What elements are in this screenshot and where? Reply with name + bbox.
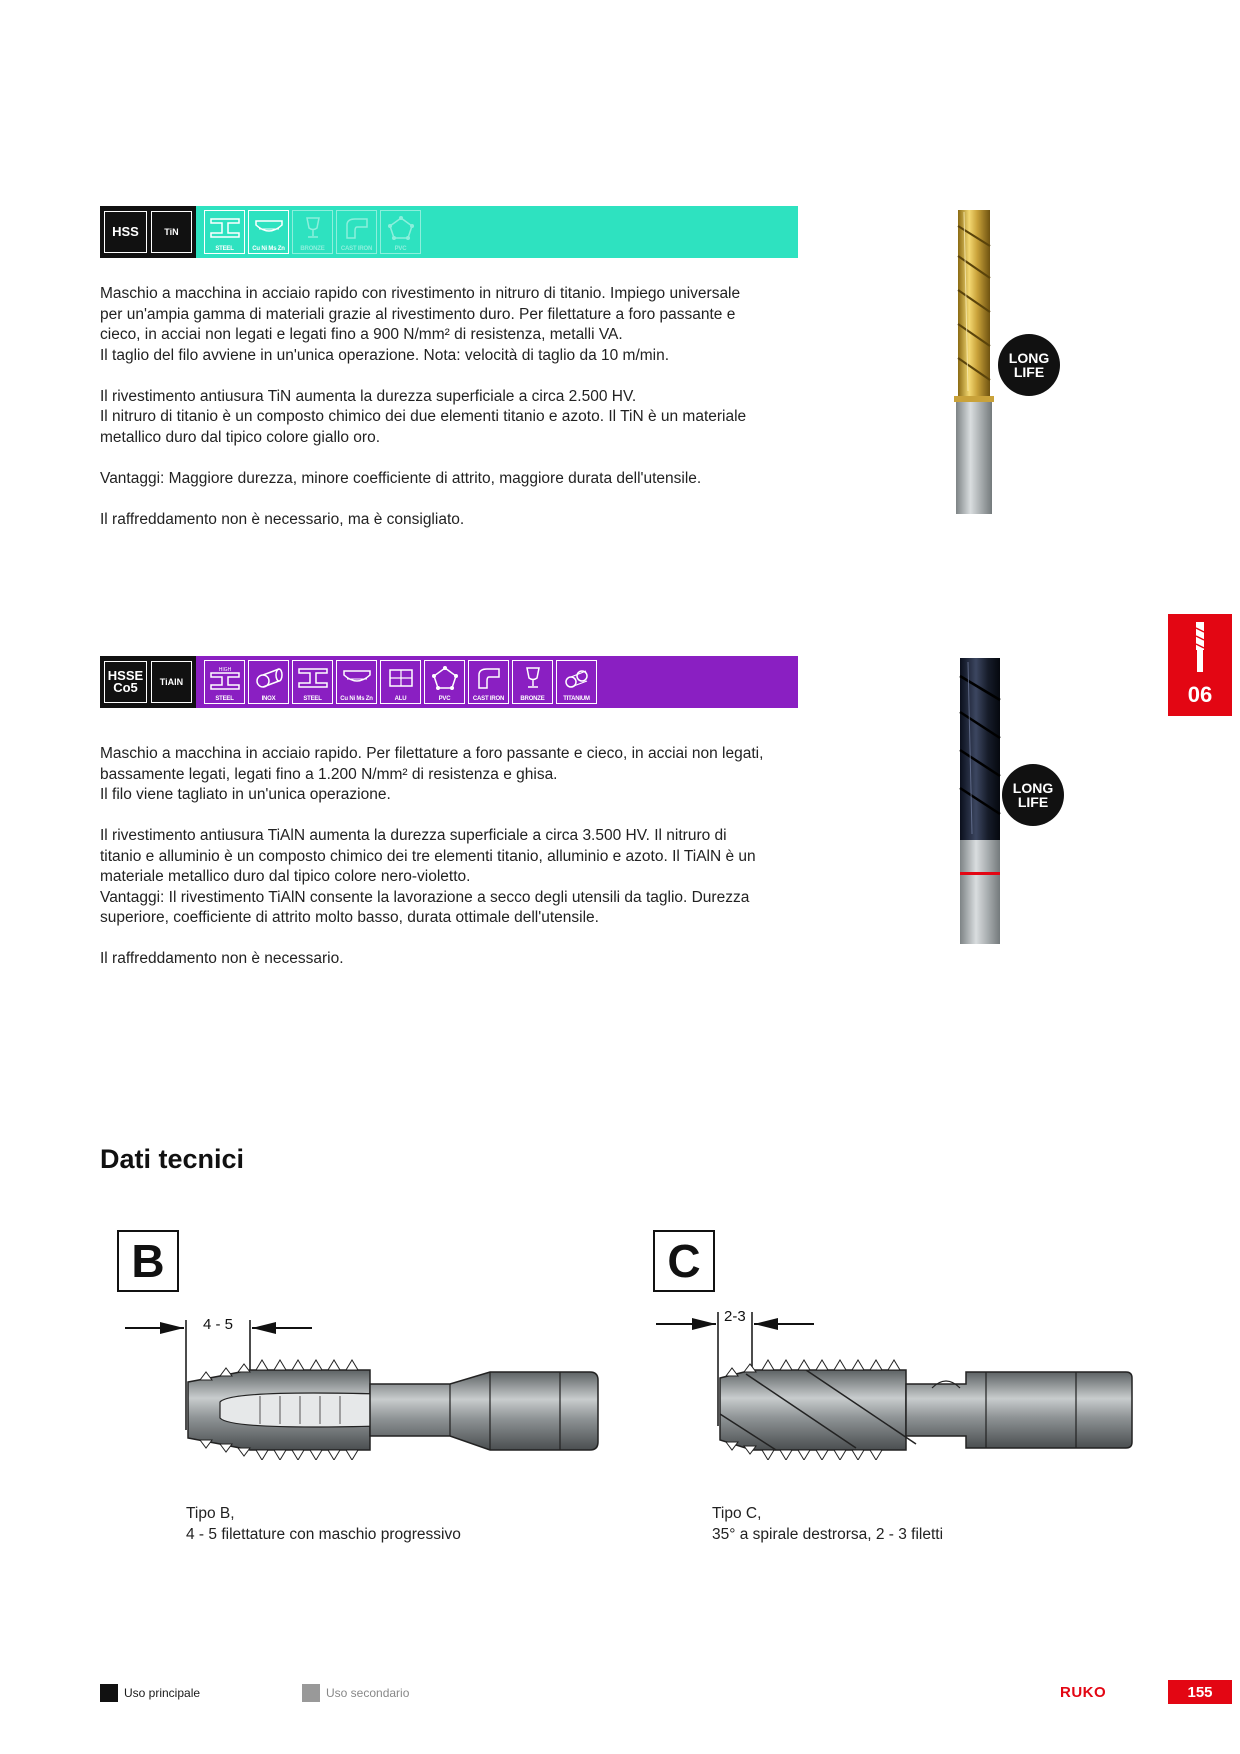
type-c-caption [712,1504,943,1545]
material-label: STEEL [215,696,234,702]
product-description-tin [100,284,810,551]
steel-beam-icon [100,1684,118,1702]
legend-secondary-use [302,1684,409,1702]
tialn-tap-image [950,654,1010,944]
material-label: Cu Ni Ms Zn [252,246,285,252]
drill-icon [1190,620,1210,674]
material-label: CAST IRON [340,246,373,252]
steel-beam-icon [292,660,333,704]
text-line: Il rivestimento antiusura TiN aumenta la durezza superficiale a circa 2.500 HV. [100,387,637,405]
type-b-caption [186,1504,461,1545]
longlife-badge [998,334,1060,396]
cast-iron-pipe-icon [468,660,509,704]
text-line: Maschio a macchina in acciaio rapido con rivestimento in nitruro di titanio. Impiego universale [100,285,741,302]
material-label: PVC [438,696,451,702]
steel-beam-icon [302,1684,320,1702]
paragraph [100,469,810,490]
pvc-molecule-icon [380,210,421,254]
text-line: Il rivestimento antiusura TiAlN aumenta la durezza superficiale a circa 3.500 HV. Il nitruro di [100,827,727,844]
material-label: PVC [394,246,407,252]
text-line: Il raffreddamento non è necessario. [100,950,344,967]
type-b-tap-diagram [120,1310,610,1460]
text-line: bassamente legati, legati fino a 1.200 N/mm² di resistenza e ghisa. [100,765,558,783]
text-line: materiale metallico duro dal tipico colore nero-violetto. [100,868,471,885]
text-line: titanio e alluminio è un composto chimico dei tre elementi titanio, alluminio e azoto. Il TiAlN è un [100,847,756,865]
coating-badge: TiAlN [151,661,192,703]
type-b-dimension: 4 - 5 [203,1316,234,1333]
material-label: Cu Ni Ms Zn [340,696,373,702]
caption-line: 4 - 5 filettature con maschio progressivo [186,1525,461,1543]
badge-line: LIFE [1017,794,1049,810]
text-line: superiore, coefficiente di attrito molto basso, durata ottimale dell'utensile. [100,909,599,926]
product-description-tialn [100,744,810,990]
paragraph [100,826,810,929]
badge-line: LONG [1012,780,1054,796]
text-line: Vantaggi: Maggiore durezza, minore coefficiente di attrito, maggiore durata dell'utensile. [100,469,702,487]
text-line: cieco, in acciai non legati e legati fino a 900 N/mm² di resistenza, metalli VA. [100,326,623,343]
product-banner-tin [100,206,798,258]
material-label: ALU [394,696,407,702]
material-label: STEEL [215,246,234,252]
material-label: CAST IRON [472,696,505,702]
paragraph [100,510,810,531]
product-banner-tialn [100,656,798,708]
type-letter-b: B [117,1230,179,1292]
material-label: BRONZE [520,696,545,702]
cast-iron-pipe-icon [336,210,377,254]
badge-line: Co5 [113,680,138,695]
material-badge [104,661,147,703]
bronze-cup-icon [512,660,553,704]
high-strength-steel-icon [204,660,245,704]
legend-label: Uso principale [124,1686,201,1700]
badge-group [100,206,196,258]
material-badge: HSS [104,211,147,253]
metal-profile-icon [336,660,377,704]
alu-profile-icon [380,660,421,704]
legend-primary-use [100,1684,200,1702]
section-title: Dati tecnici [100,1144,245,1174]
text-line: Il filo viene tagliato in un'unica operazione. [100,786,391,803]
material-label: STEEL [303,696,322,702]
text-line: Vantaggi: Il rivestimento TiAlN consente la lavorazione a secco degli utensili da taglio. Durezza [100,888,750,906]
chapter-tab[interactable] [1168,614,1232,716]
badge-line: LONG [1008,350,1050,366]
legend-label: Uso secondario [326,1686,410,1700]
paragraph [100,949,810,970]
metal-profile-icon [248,210,289,254]
coating-badge: TiN [151,211,192,253]
material-label: INOX [261,696,276,702]
material-icons-strip [196,206,798,258]
caption-line: Tipo C, [712,1505,762,1522]
text-line: Maschio a macchina in acciaio rapido. Per filettature a foro passante e cieco, in acciai non legati, [100,745,764,762]
page-number: 155 [1168,1680,1232,1704]
chapter-number: 06 [1187,682,1213,707]
pvc-molecule-icon [424,660,465,704]
material-icons-strip [196,656,798,708]
type-c-dimension: 2-3 [724,1308,746,1325]
tin-tap-image [944,206,1004,514]
steel-beam-icon [204,210,245,254]
text-line: per un'ampia gamma di materiali grazie al rivestimento duro. Per filettature a foro passante e [100,305,736,323]
paragraph [100,284,810,366]
badge-line: HSSE [107,668,144,683]
type-c-tap-diagram [656,1306,1136,1460]
text-line: Il raffreddamento non è necessario, ma è consigliato. [100,510,465,528]
text-line: Il taglio del filo avviene in un'unica operazione. Nota: velocità di taglio da 10 m/min. [100,346,670,364]
caption-line: Tipo B, [186,1505,235,1522]
brand-logo: RUKO [1060,1684,1107,1701]
type-letter-c: C [653,1230,715,1292]
text-line: Il nitruro di titanio è un composto chimico dei due elementi titanio e azoto. Il TiN è un materiale [100,408,747,425]
paragraph [100,387,810,449]
badge-line: LIFE [1013,364,1045,380]
bronze-cup-icon [292,210,333,254]
material-label: TITANIUM [563,696,590,702]
titanium-tubes-icon [556,660,597,704]
longlife-badge [1002,764,1064,826]
caption-line: 35° a spirale destrorsa, 2 - 3 filetti [712,1525,944,1543]
material-label: BRONZE [300,246,325,252]
text-line: metallico duro dal tipico colore giallo oro. [100,428,381,446]
inox-pipes-icon [248,660,289,704]
paragraph [100,744,810,806]
svg-text:HIGH: HIGH [218,667,231,673]
badge-group [100,656,196,708]
